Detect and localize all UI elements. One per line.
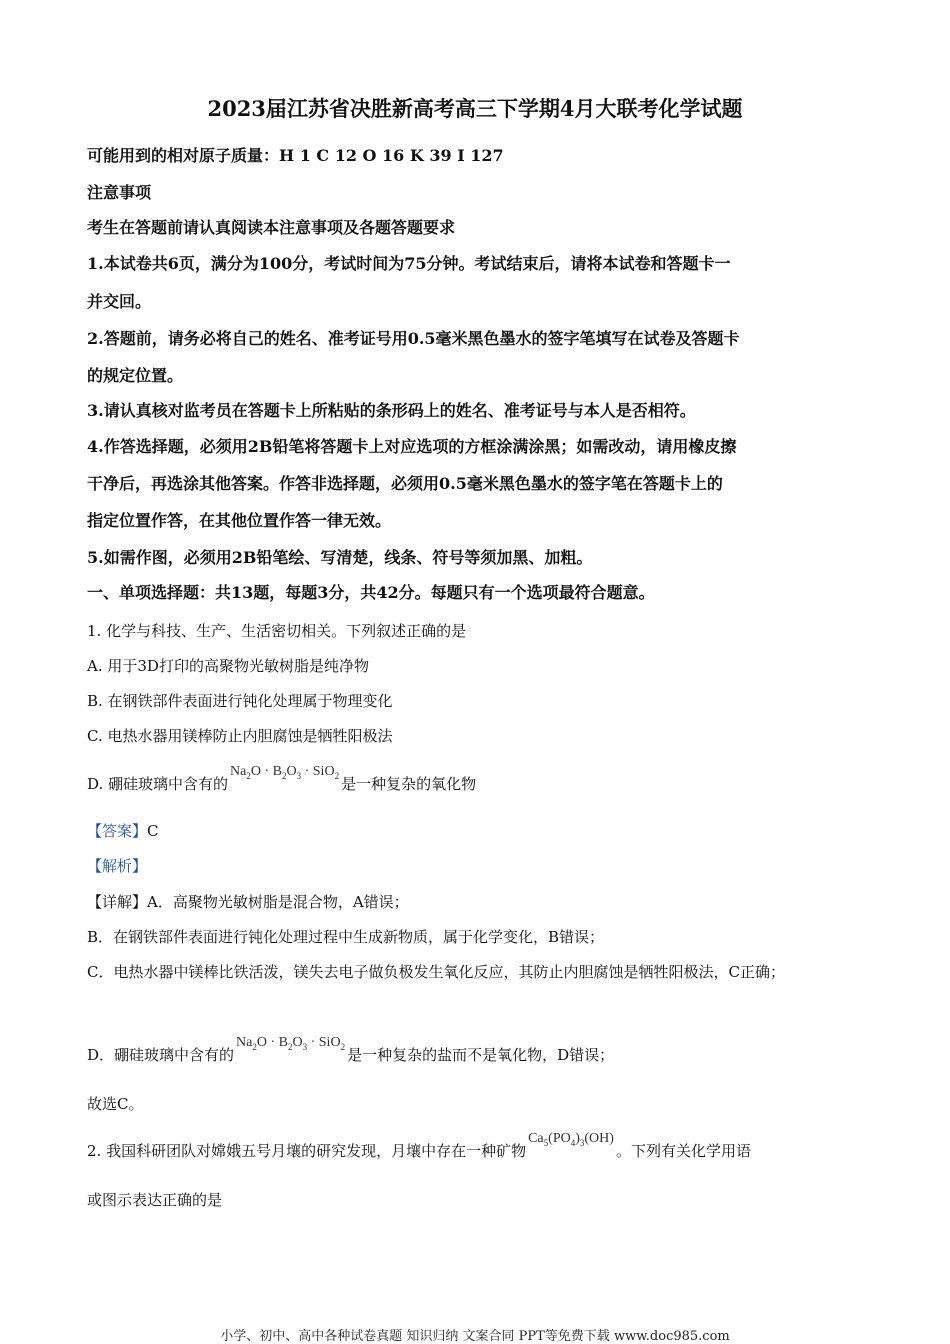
conclusion: 故选C。	[87, 1095, 144, 1113]
q1-option-c: C. 电热水器用镁棒防止内胆腐蚀是牺牲阳极法	[87, 727, 393, 745]
answer-label: 【答案】	[87, 822, 148, 840]
borosilicate-formula-2: $Na_2O \cdot B_2O_3 \cdot SiO_2$	[236, 1035, 346, 1052]
notes-intro: 考生在答题前请认真阅读本注意事项及各题答题要求	[87, 218, 456, 237]
note-2-line-2: 的规定位置。	[87, 366, 184, 385]
detail-d	[87, 1035, 615, 1071]
notes-heading: 注意事项	[87, 183, 152, 202]
detail-a-text: A．高聚物光敏树脂是混合物，A错误；	[147, 893, 409, 911]
note-1-line-1: 1.本试卷共6页，满分为100分，考试时间为75分钟。考试结束后，请将本试卷和答题卡一	[87, 254, 731, 273]
note-3: 3.请认真核对监考员在答题卡上所粘贴的条形码上的姓名、准考证号与本人是否相符。	[87, 401, 696, 420]
q1-option-b: B. 在钢铁部件表面进行钝化处理属于物理变化	[87, 692, 393, 710]
q1-option-d-prefix: D. 硼硅玻璃中含有的	[87, 775, 229, 793]
note-5: 5.如需作图，必须用2B铅笔绘、写清楚，线条、符号等须加黑、加粗。	[87, 548, 593, 567]
q2-stem-suffix: 。下列有关化学用语	[615, 1142, 751, 1160]
q2-stem	[87, 1131, 751, 1167]
note-2-line-1: 2.答题前，请务必将自己的姓名、准考证号用0.5毫米黑色墨水的签字笔填写在试卷及答题卡	[87, 329, 740, 348]
note-4-line-1: 4.作答选择题，必须用2B铅笔将答题卡上对应选项的方框涂满涂黑；如需改动，请用橡皮擦	[87, 437, 737, 456]
exam-title: 2023届江苏省决胜新高考高三下学期4月大联考化学试题	[207, 96, 743, 121]
section-heading: 一、单项选择题：共13题，每题3分，共42分。每题只有一个选项最符合题意。	[87, 583, 655, 602]
analysis-label: 【解析】	[87, 857, 148, 875]
q1-answer	[87, 821, 159, 841]
footer-ad: 小学、初中、高中各种试卷真题 知识归纳 文案合同 PPT等免费下载 www.doc985.com	[220, 1329, 730, 1344]
apatite-formula: $Ca_5(PO_4)_3(OH)$	[528, 1131, 614, 1148]
detail-d-suffix: 是一种复杂的盐而不是氧化物，D错误；	[347, 1046, 615, 1064]
note-4-line-3: 指定位置作答，在其他位置作答一律无效。	[87, 511, 392, 530]
q2-stem-line-2: 或图示表达正确的是	[87, 1191, 223, 1209]
note-1-line-2: 并交回。	[87, 292, 152, 311]
detail-a	[87, 892, 409, 912]
atomic-masses: 可能用到的相对原子质量：H 1 C 12 O 16 K 39 I 127	[87, 146, 504, 165]
q1-stem: 1. 化学与科技、生产、生活密切相关。下列叙述正确的是	[87, 622, 467, 640]
detail-d-prefix: D．硼硅玻璃中含有的	[87, 1046, 235, 1064]
q1-option-d-suffix: 是一种复杂的氧化物	[341, 775, 477, 793]
detail-c: C．电热水器中镁棒比铁活泼，镁失去电子做负极发生氧化反应，其防止内胆腐蚀是牺牲阳极法，C正确；	[87, 963, 785, 981]
q1-option-a: A. 用于3D打印的高聚物光敏树脂是纯净物	[87, 657, 369, 675]
q2-stem-prefix: 2. 我国科研团队对嫦娥五号月壤的研究发现，月壤中存在一种矿物	[87, 1142, 527, 1160]
note-4-line-2: 干净后，再选涂其他答案。作答非选择题，必须用0.5毫米黑色墨水的签字笔在答题卡上的	[87, 474, 723, 493]
detail-b: B．在钢铁部件表面进行钝化处理过程中生成新物质，属于化学变化，B错误；	[87, 928, 605, 946]
q1-option-d	[87, 764, 477, 800]
detail-label: 【详解】	[87, 893, 148, 911]
answer-value: C	[147, 822, 159, 840]
borosilicate-formula: $Na_2O \cdot B_2O_3 \cdot SiO_2$	[230, 764, 340, 781]
